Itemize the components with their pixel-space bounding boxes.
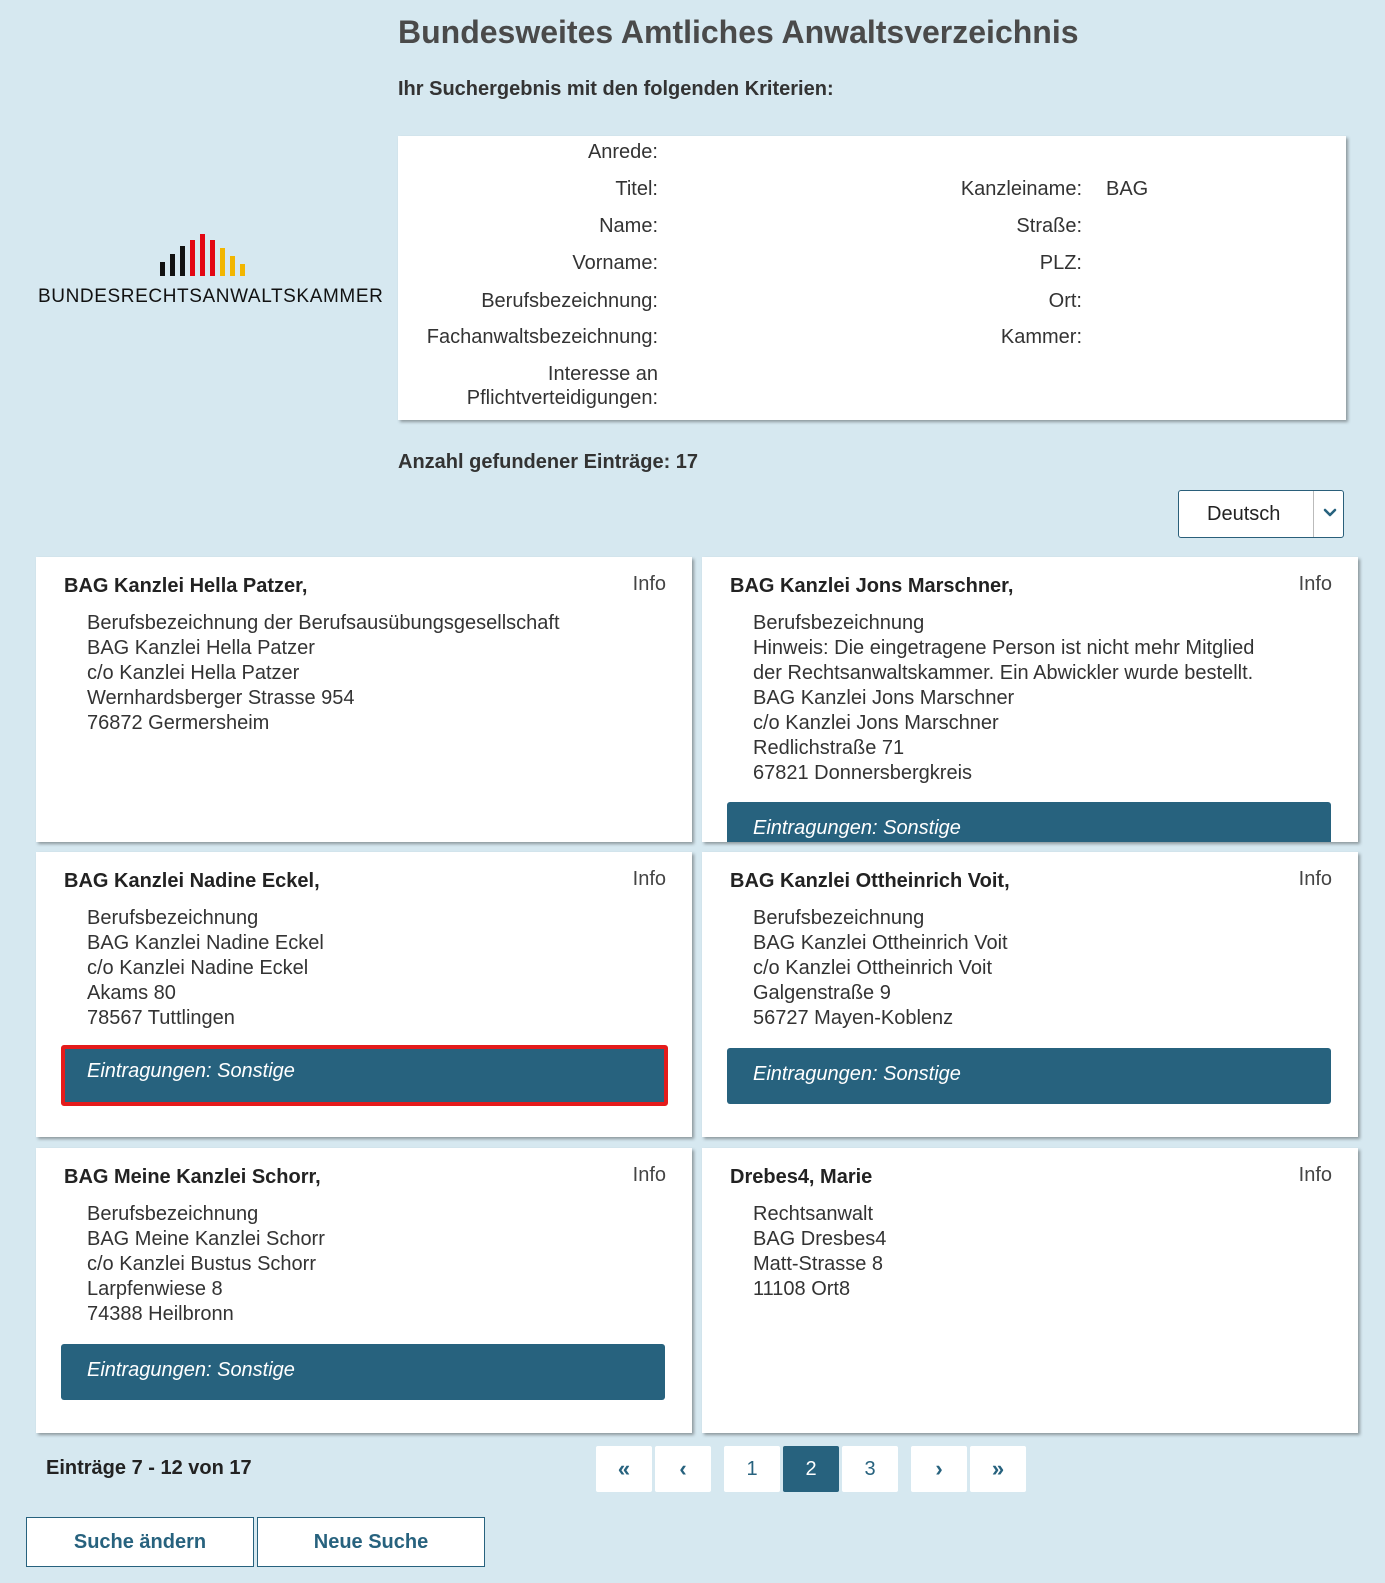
card-line: BAG Kanzlei Nadine Eckel	[87, 932, 324, 954]
pagination-last-button[interactable]: »	[970, 1446, 1026, 1492]
card-line: der Rechtsanwaltskammer. Ein Abwickler wurde bestellt.	[753, 662, 1254, 684]
card-line: BAG Kanzlei Hella Patzer	[87, 637, 315, 659]
card-line: c/o Kanzlei Hella Patzer	[87, 662, 300, 684]
card-line: Akams 80	[87, 982, 176, 1004]
card-info-link[interactable]: Info	[632, 868, 666, 890]
criteria-label-pflichtverteidigung: Interesse an Pflichtverteidigungen:	[466, 363, 658, 409]
card-line: BAG Dresbes4	[753, 1228, 887, 1250]
search-criteria-panel	[398, 136, 1346, 420]
new-search-button[interactable]: Neue Suche	[257, 1517, 485, 1567]
brak-logo	[36, 234, 384, 314]
result-card	[702, 1148, 1358, 1433]
entries-button[interactable]	[61, 1045, 668, 1106]
entries-button[interactable]	[727, 802, 1331, 842]
pagination-prev-button[interactable]: ‹	[655, 1446, 711, 1492]
card-line: 78567 Tuttlingen	[87, 1007, 235, 1029]
card-line: 11108 Ort8	[753, 1278, 851, 1300]
pagination-page-3[interactable]: 3	[842, 1446, 898, 1492]
card-line: 74388 Heilbronn	[87, 1303, 234, 1325]
page-title: Bundesweites Amtliches Anwaltsverzeichnis	[398, 14, 1079, 50]
criteria-label-plz: PLZ:	[1039, 252, 1082, 274]
criteria-label-vorname: Vorname:	[572, 252, 658, 274]
chevron-down-icon	[1321, 503, 1339, 523]
pagination-next-button[interactable]: ›	[911, 1446, 967, 1492]
language-select-divider	[1313, 491, 1314, 537]
pagination-first-button[interactable]: «	[596, 1446, 652, 1492]
card-line: c/o Kanzlei Jons Marschner	[753, 712, 999, 734]
card-line: Rechtsanwalt	[753, 1203, 874, 1225]
logo-bars-icon	[160, 234, 250, 276]
card-line: Redlichstraße 71	[753, 737, 905, 759]
card-line: Wernhardsberger Strasse 954	[87, 687, 355, 709]
card-title[interactable]: Drebes4, Marie	[730, 1166, 873, 1188]
card-line: c/o Kanzlei Nadine Eckel	[87, 957, 309, 979]
entries-button-label: Eintragungen: Sonstige	[87, 1359, 295, 1381]
card-line: Berufsbezeichnung	[87, 907, 259, 929]
entries-button[interactable]	[61, 1344, 665, 1400]
card-title[interactable]: BAG Kanzlei Nadine Eckel,	[64, 870, 320, 892]
entries-button-label: Eintragungen: Sonstige	[753, 1063, 961, 1085]
card-line: BAG Kanzlei Ottheinrich Voit	[753, 932, 1008, 954]
entries-button-label: Eintragungen: Sonstige	[87, 1060, 295, 1082]
criteria-label-ort: Ort:	[1048, 290, 1082, 312]
card-info-link[interactable]: Info	[1298, 868, 1332, 890]
criteria-label-titel: Titel:	[615, 178, 658, 200]
result-card	[36, 852, 692, 1137]
card-line: Berufsbezeichnung	[87, 1203, 259, 1225]
card-line: Berufsbezeichnung der Berufsausübungsgesellschaft	[87, 612, 560, 634]
result-card	[702, 557, 1358, 842]
search-criteria-heading: Ihr Suchergebnis mit den folgenden Kriterien:	[398, 78, 834, 100]
pagination-page-2[interactable]: 2	[783, 1446, 839, 1492]
card-line: BAG Kanzlei Jons Marschner	[753, 687, 1015, 709]
card-line: Matt-Strasse 8	[753, 1253, 884, 1275]
card-line: c/o Kanzlei Bustus Schorr	[87, 1253, 316, 1275]
card-title[interactable]: BAG Kanzlei Jons Marschner,	[730, 575, 1014, 597]
card-line: 67821 Donnersbergkreis	[753, 762, 973, 784]
entries-button[interactable]	[727, 1048, 1331, 1104]
result-card	[702, 852, 1358, 1137]
criteria-label-anrede: Anrede:	[587, 141, 658, 163]
card-info-link[interactable]: Info	[1298, 573, 1332, 595]
entries-button-label: Eintragungen: Sonstige	[753, 817, 961, 839]
criteria-label-berufsbezeichnung: Berufsbezeichnung:	[481, 290, 658, 312]
card-line: Berufsbezeichnung	[753, 612, 925, 634]
criteria-label-kanzleiname: Kanzleiname:	[960, 178, 1082, 200]
card-info-link[interactable]: Info	[1298, 1164, 1332, 1186]
criteria-label-name: Name:	[599, 215, 658, 237]
card-line: Galgenstraße 9	[753, 982, 891, 1004]
card-line: Berufsbezeichnung	[753, 907, 925, 929]
card-line: Hinweis: Die eingetragene Person ist nicht mehr Mitglied	[753, 637, 1255, 659]
language-select[interactable]	[1178, 490, 1344, 538]
pagination-range: Einträge 7 - 12 von 17	[46, 1457, 252, 1479]
card-title[interactable]: BAG Kanzlei Hella Patzer,	[64, 575, 308, 597]
card-info-link[interactable]: Info	[632, 1164, 666, 1186]
card-line: c/o Kanzlei Ottheinrich Voit	[753, 957, 993, 979]
criteria-label-kammer: Kammer:	[1000, 326, 1082, 348]
card-line: Larpfenwiese 8	[87, 1278, 223, 1300]
result-count: Anzahl gefundener Einträge: 17	[398, 451, 699, 473]
card-line: 76872 Germersheim	[87, 712, 270, 734]
language-select-value: Deutsch	[1207, 503, 1281, 525]
criteria-label-strasse: Straße:	[1016, 215, 1082, 237]
card-line: 56727 Mayen-Koblenz	[753, 1007, 954, 1029]
card-title[interactable]: BAG Meine Kanzlei Schorr,	[64, 1166, 321, 1188]
card-line: BAG Meine Kanzlei Schorr	[87, 1228, 325, 1250]
logo-text: BUNDESRECHTSANWALTSKAMMER	[38, 286, 384, 307]
pagination-page-1[interactable]: 1	[724, 1446, 780, 1492]
criteria-value-kanzleiname: BAG	[1106, 178, 1149, 200]
card-title[interactable]: BAG Kanzlei Ottheinrich Voit,	[730, 870, 1010, 892]
result-card	[36, 1148, 692, 1433]
card-info-link[interactable]: Info	[632, 573, 666, 595]
modify-search-button[interactable]: Suche ändern	[26, 1517, 254, 1567]
result-card	[36, 557, 692, 842]
criteria-label-fachanwalt: Fachanwaltsbezeichnung:	[426, 326, 658, 348]
